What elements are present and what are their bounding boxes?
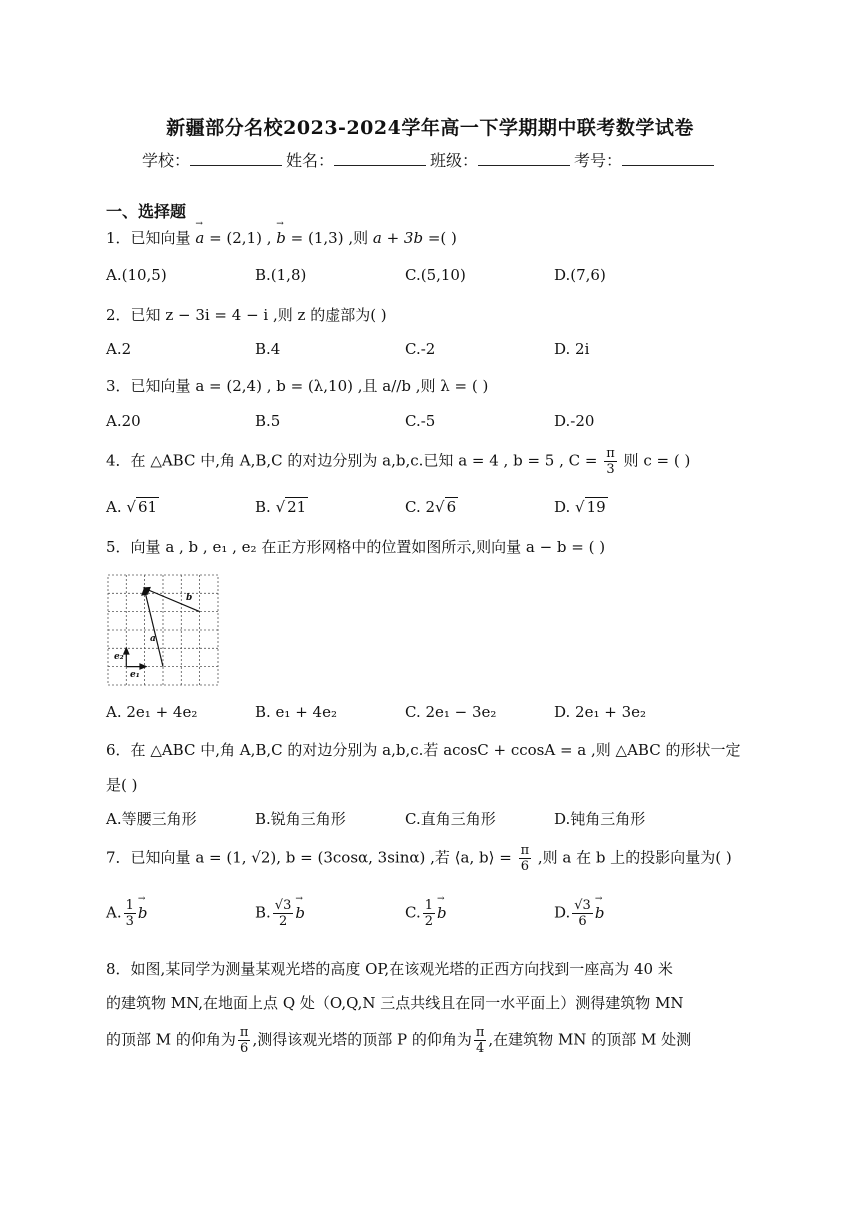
q1-option-b[interactable]: B.(1,8) <box>255 266 307 284</box>
q6-option-c[interactable]: C.直角三角形 <box>405 810 496 828</box>
q1-option-a[interactable]: A.(10,5) <box>106 266 167 284</box>
question-number: 7． <box>106 848 131 867</box>
school-label: 学校： <box>141 151 190 170</box>
q3-option-a[interactable]: A.20 <box>106 412 141 430</box>
question-text: ,在建筑物 MN 的顶部 M 处测 <box>488 1030 692 1049</box>
fraction: $\frac{\pi}{6}$ <box>239 1025 249 1056</box>
radicand: 61 <box>137 498 158 516</box>
q6-option-a[interactable]: A.等腰三角形 <box>106 810 197 828</box>
question-text: ,则 a 在 b 上的投影向量为( ) <box>533 848 732 867</box>
q5-option-c[interactable]: C. 2e₁ − 3e₂ <box>405 703 497 721</box>
q1-option-d[interactable]: D.(7,6) <box>554 266 606 284</box>
radicand: 19 <box>586 498 606 516</box>
q1-option-c[interactable]: C.(5,10) <box>405 266 466 284</box>
vector-a-arrow <box>145 590 163 667</box>
answer-bracket: ( ) <box>440 229 457 247</box>
page-title: 新疆部分名校2023-2024学年高一下学期期中联考数学试卷 <box>166 117 694 139</box>
label-a: a <box>150 634 156 644</box>
q2-option-d[interactable]: D. 2i <box>554 340 590 358</box>
question-text: 已知向量 a = (2,4) , b = (λ,10) ,且 a//b ,则 λ = ( ) <box>130 377 489 395</box>
q7-option-b[interactable]: B. $\frac{√3}{2}$ → b <box>255 898 305 929</box>
vector-b: → b <box>276 229 286 247</box>
question-text: = (2,1) , <box>204 229 272 247</box>
question-5 <box>106 536 605 557</box>
q2-option-b[interactable]: B.4 <box>255 340 281 358</box>
radicand: 21 <box>287 498 307 516</box>
question-number: 2． <box>106 306 131 324</box>
question-6-cont: 是( ) <box>106 776 138 794</box>
question-6 <box>106 739 740 760</box>
question-number: 3． <box>106 377 131 395</box>
question-number: 8． <box>106 960 131 978</box>
vector-b: → b <box>138 904 148 922</box>
vector-b: → b <box>595 904 605 922</box>
fraction: $\frac{√3}{6}$ <box>574 898 591 929</box>
section-title: 一、选择题 <box>106 202 187 221</box>
q5-option-b[interactable]: B. e₁ + 4e₂ <box>255 703 337 721</box>
q4-option-b[interactable]: B. √ 21 <box>255 498 307 516</box>
q5-option-a[interactable]: A. 2e₁ + 4e₂ <box>106 703 198 721</box>
q6-option-b[interactable]: B.锐角三角形 <box>255 810 346 828</box>
fraction: $\frac{\pi}{3}$ <box>606 446 615 477</box>
question-text: ,测得该观光塔的顶部 P 的仰角为 <box>252 1030 472 1049</box>
vector-e1-arrowhead <box>140 664 146 669</box>
question-3 <box>106 375 488 396</box>
exam-no-label: 考号： <box>574 151 623 170</box>
question-text: 已知向量 <box>130 229 191 247</box>
school-blank[interactable] <box>190 151 282 166</box>
q4-option-d[interactable]: D. √ 19 <box>554 498 606 516</box>
question-text: = (1,3) ,则 <box>285 229 369 247</box>
q3-option-c[interactable]: C.-5 <box>405 412 436 430</box>
question-text: 已知向量 a = (1, √2), b = (3cosα, 3sinα) ,若 ⟨a, b⟩ = <box>130 848 517 867</box>
question-expression: a + 3b = <box>372 229 441 247</box>
label-b: b <box>186 593 193 603</box>
question-text: 的顶部 M 的仰角为 <box>106 1030 236 1049</box>
fraction: $\frac{\pi}{6}$ <box>520 843 530 874</box>
q3-option-b[interactable]: B.5 <box>255 412 281 430</box>
q5-option-d[interactable]: D. 2e₁ + 3e₂ <box>554 703 646 721</box>
q2-option-c[interactable]: C.-2 <box>405 340 436 358</box>
vector-b: → b <box>295 904 305 922</box>
q3-option-d[interactable]: D.-20 <box>554 412 595 430</box>
q6-option-d[interactable]: D.钝角三角形 <box>554 810 646 828</box>
class-blank[interactable] <box>478 151 570 166</box>
q4-option-a[interactable]: A. √ 61 <box>106 498 158 516</box>
fraction: $\frac{1}{2}$ <box>424 898 433 929</box>
q7-option-a[interactable]: A. $\frac{1}{3}$ → b <box>106 898 148 929</box>
question-8-line-3 <box>106 1025 691 1056</box>
question-7 <box>106 843 732 874</box>
question-text: 已知 z − 3i = 4 − i ,则 z 的虚部为( ) <box>130 306 387 324</box>
class-label: 班级： <box>430 151 479 170</box>
label-e2: e₂ <box>114 652 124 662</box>
question-8-line-2: 的建筑物 MN,在地面上点 Q 处（O,Q,N 三点共线且在同一水平面上）测得建筑物 MN <box>106 994 684 1012</box>
question-text: 在 △ABC 中,角 A,B,C 的对边分别为 a,b,c.若 acosC + ccosA = a ,则 △ABC 的形状一定 <box>130 741 741 759</box>
question-4 <box>106 446 690 477</box>
name-blank[interactable] <box>334 151 426 166</box>
radicand: 6 <box>446 498 457 516</box>
question-text: 则 c = ( ) <box>618 451 691 470</box>
label-e1: e₁ <box>130 670 140 680</box>
q7-option-c[interactable]: C. $\frac{1}{2}$ → b <box>405 898 447 929</box>
fraction: $\frac{√3}{2}$ <box>274 898 292 929</box>
question-1 <box>106 227 457 248</box>
vector-a: → a <box>195 229 204 247</box>
question-8 <box>106 958 673 979</box>
q2-option-a[interactable]: A.2 <box>106 340 132 358</box>
fraction: $\frac{\pi}{4}$ <box>475 1025 485 1056</box>
name-label: 姓名： <box>285 151 334 170</box>
vector-b: → b <box>437 904 447 922</box>
square-grid <box>108 575 218 685</box>
vector-grid-figure <box>106 573 222 691</box>
vector-e2-arrowhead <box>124 648 129 654</box>
question-text: 向量 a , b , e₁ , e₂ 在正方形网格中的位置如图所示,则向量 a − b = ( ) <box>130 538 606 556</box>
q4-option-c[interactable]: C. 2√ 6 <box>405 498 457 516</box>
question-number: 6． <box>106 741 131 759</box>
fraction: $\frac{1}{3}$ <box>125 898 134 929</box>
question-text: 如图,某同学为测量某观光塔的高度 OP,在该观光塔的正西方向找到一座高为 40 米 <box>130 960 673 978</box>
student-info-row <box>0 148 860 171</box>
question-number: 5． <box>106 538 131 556</box>
question-2 <box>106 304 387 325</box>
exam-no-blank[interactable] <box>622 151 714 166</box>
question-number: 1． <box>106 229 131 247</box>
question-number: 4． <box>106 451 131 470</box>
question-text: 在 △ABC 中,角 A,B,C 的对边分别为 a,b,c.已知 a = 4 , b = 5 , C = <box>130 451 603 470</box>
grid-diagram <box>106 573 222 687</box>
q7-option-d[interactable]: D. $\frac{√3}{6}$ → b <box>554 898 604 929</box>
